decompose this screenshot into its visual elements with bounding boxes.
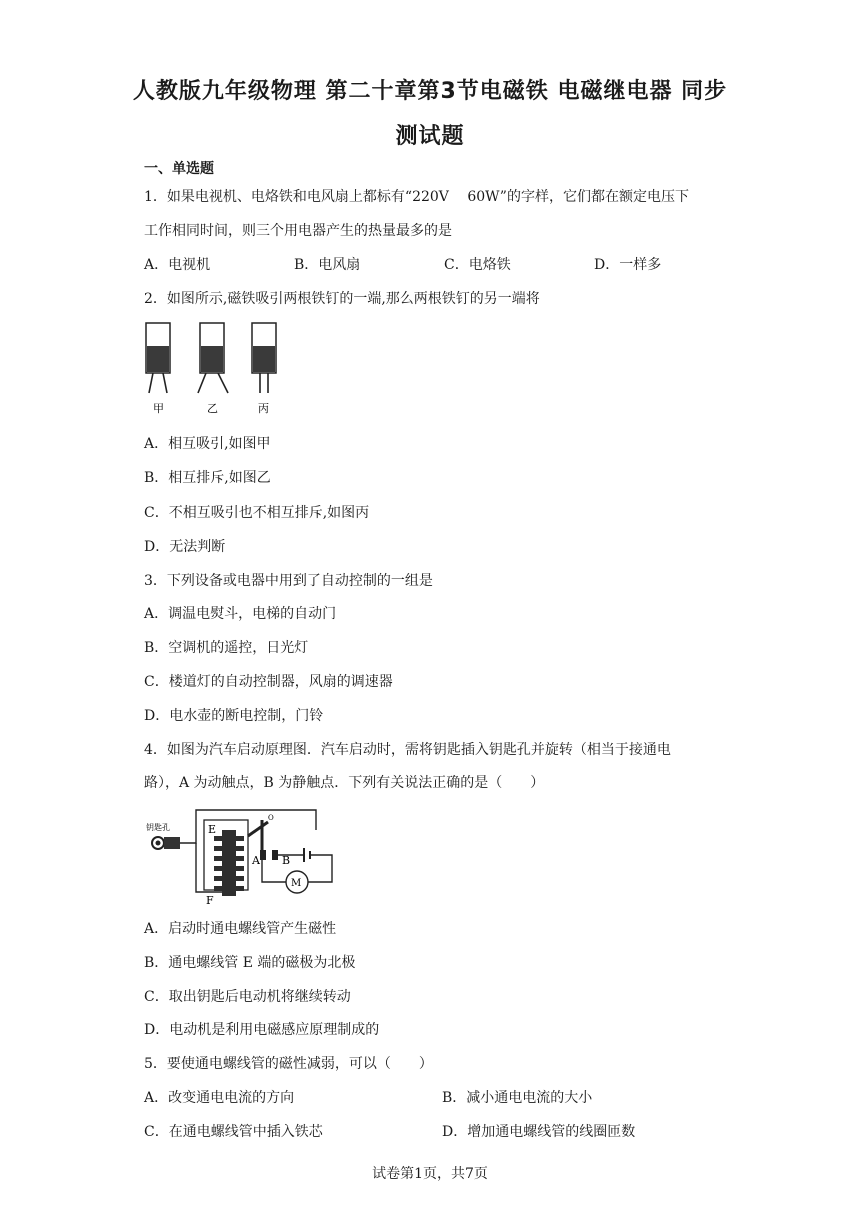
q4-option-b: B．通电螺线管 E 端的磁极为北极 [144, 955, 356, 971]
q2-option-d: D．无法判断 [144, 539, 226, 555]
q1-option-c: C．电烙铁 [444, 257, 511, 273]
question-4-text-continued: 路），A 为动触点，B 为静触点．下列有关说法正确的是（ ） [144, 775, 545, 791]
label-a: A [252, 854, 260, 867]
label-bing: 丙 [258, 402, 269, 415]
q3-option-a: A．调温电熨斗，电梯的自动门 [144, 606, 337, 622]
figure-bing [252, 323, 276, 415]
key-icon [146, 822, 180, 849]
label-jia: 甲 [153, 402, 164, 415]
label-m: M [291, 878, 302, 889]
figure-yi [198, 323, 228, 415]
q1-option-b: B．电风扇 [294, 257, 361, 273]
label-b: B [282, 854, 291, 867]
question-5-text: 5．要使通电螺线管的磁性减弱，可以（ ） [144, 1056, 433, 1072]
figure-jia [146, 323, 170, 415]
q5-option-b: B．减小通电电流的大小 [442, 1090, 593, 1106]
label-o: O [268, 814, 274, 822]
page-title: 人教版九年级物理 第二十章第3节电磁铁 电磁继电器 同步 [132, 79, 728, 104]
q2-option-b: B．相互排斥,如图乙 [144, 470, 271, 486]
q3-option-b: B．空调机的遥控，日光灯 [144, 640, 309, 656]
q2-option-c: C．不相互吸引也不相互排斥,如图丙 [144, 505, 370, 521]
q2-option-a: A．相互吸引,如图甲 [144, 436, 271, 452]
page-title-continued: 测试题 [395, 124, 465, 149]
q4-option-a: A．启动时通电螺线管产生磁性 [144, 921, 337, 937]
q4-option-c: C．取出钥匙后电动机将继续转动 [144, 989, 351, 1005]
question-1-text-continued: 工作相同时间，则三个用电器产生的热量最多的是 [144, 223, 452, 239]
label-yi: 乙 [207, 402, 218, 415]
question-4-text: 4．如图为汽车启动原理图．汽车启动时，需将钥匙插入钥匙孔并旋转（相当于接通电 [144, 742, 671, 758]
car-starter-circuit-figure [144, 806, 340, 906]
q5-option-a: A．改变通电电流的方向 [144, 1090, 295, 1106]
label-f: F [206, 894, 214, 906]
label-key: 钥匙孔 [146, 823, 170, 832]
solenoid-coil [214, 830, 244, 896]
q3-option-c: C．楼道灯的自动控制器，风扇的调速器 [144, 674, 393, 690]
question-1-text: 1．如果电视机、电烙铁和电风扇上都标有“220V 60W”的字样，它们都在额定电压下 [144, 189, 689, 205]
q3-option-d: D．电水壶的断电控制，门铃 [144, 708, 324, 724]
page-footer: 试卷第1页，共7页 [372, 1166, 488, 1182]
q5-option-d: D．增加通电螺线管的线圈匝数 [442, 1124, 636, 1140]
q1-option-a: A．电视机 [144, 257, 211, 273]
q5-option-c: C．在通电螺线管中插入铁芯 [144, 1124, 323, 1140]
q4-option-d: D．电动机是利用电磁感应原理制成的 [144, 1022, 380, 1038]
section-heading: 一、单选题 [144, 161, 214, 177]
label-e: E [208, 823, 217, 836]
question-3-text: 3．下列设备或电器中用到了自动控制的一组是 [144, 573, 433, 589]
q1-option-d: D．一样多 [594, 257, 662, 273]
question-2-text: 2．如图所示,磁铁吸引两根铁钉的一端,那么两根铁钉的另一端将 [144, 291, 540, 307]
magnet-nails-figure [144, 321, 284, 417]
